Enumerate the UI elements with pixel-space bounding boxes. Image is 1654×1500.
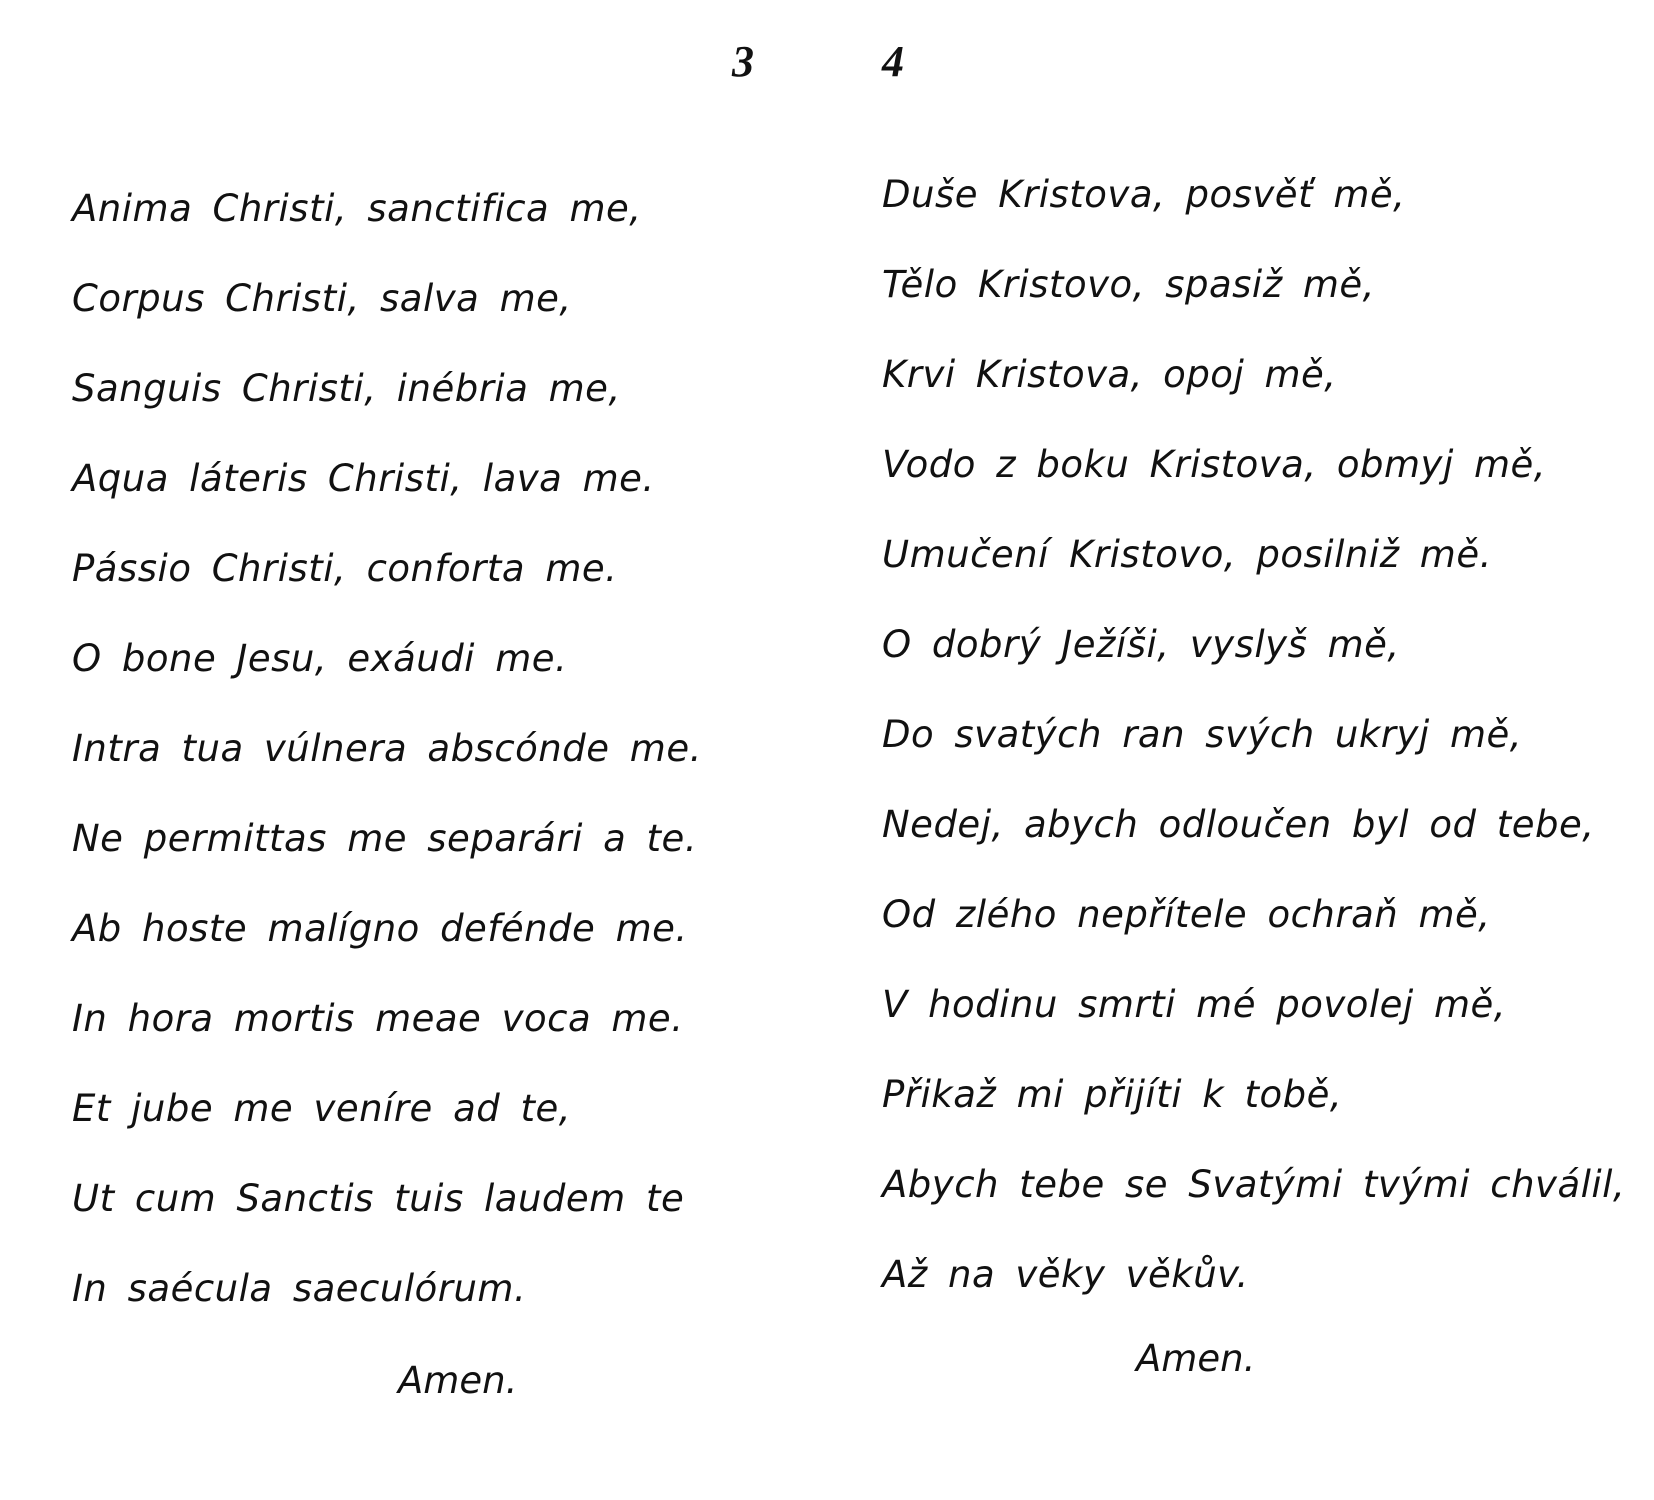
czech-line-10: V hodinu smrti mé povolej mě,: [882, 983, 1507, 1026]
czech-line-7: Do svatých ran svých ukryj mě,: [882, 713, 1523, 756]
latin-line-4: Aqua láteris Christi, lava me.: [72, 457, 655, 500]
latin-line-11: Et jube me veníre ad te,: [72, 1087, 572, 1130]
czech-line-6: O dobrý Ježíši, vyslyš mě,: [882, 623, 1400, 666]
czech-line-8: Nedej, abych odloučen byl od tebe,: [882, 803, 1595, 846]
latin-line-8: Ne permittas me separári a te.: [72, 817, 698, 860]
czech-line-5: Umučení Kristovo, posilniž mě.: [882, 533, 1492, 576]
latin-line-3: Sanguis Christi, inébria me,: [72, 367, 621, 410]
latin-line-10: In hora mortis meae voca me.: [72, 997, 684, 1040]
czech-line-13: Až na věky věkův.: [882, 1253, 1249, 1296]
czech-line-4: Vodo z boku Kristova, obmyj mě,: [882, 443, 1547, 486]
latin-line-6: O bone Jesu, exáudi me.: [72, 637, 568, 680]
page-number-right: 4: [882, 37, 904, 86]
czech-line-12: Abych tebe se Svatými tvými chválil,: [882, 1163, 1626, 1206]
czech-line-1: Duše Kristova, posvěť mě,: [882, 173, 1406, 216]
latin-line-5: Pássio Christi, conforta me.: [72, 547, 618, 590]
czech-line-2: Tělo Kristovo, spasiž mě,: [882, 263, 1375, 306]
latin-line-9: Ab hoste malígno defénde me.: [72, 907, 688, 950]
latin-line-2: Corpus Christi, salva me,: [72, 277, 572, 320]
czech-line-11: Přikaž mi přijíti k tobě,: [882, 1073, 1343, 1116]
czech-line-9: Od zlého nepřítele ochraň mě,: [882, 893, 1491, 936]
latin-amen: Amen.: [398, 1359, 518, 1402]
czech-line-3: Krvi Kristova, opoj mě,: [882, 353, 1337, 396]
latin-line-1: Anima Christi, sanctifica me,: [72, 187, 642, 230]
latin-line-12: Ut cum Sanctis tuis laudem te: [72, 1177, 685, 1220]
latin-line-7: Intra tua vúlnera abscónde me.: [72, 727, 702, 770]
latin-line-13: In saécula saeculórum.: [72, 1267, 527, 1310]
page-number-left: 3: [732, 37, 754, 86]
czech-amen: Amen.: [1136, 1337, 1256, 1380]
